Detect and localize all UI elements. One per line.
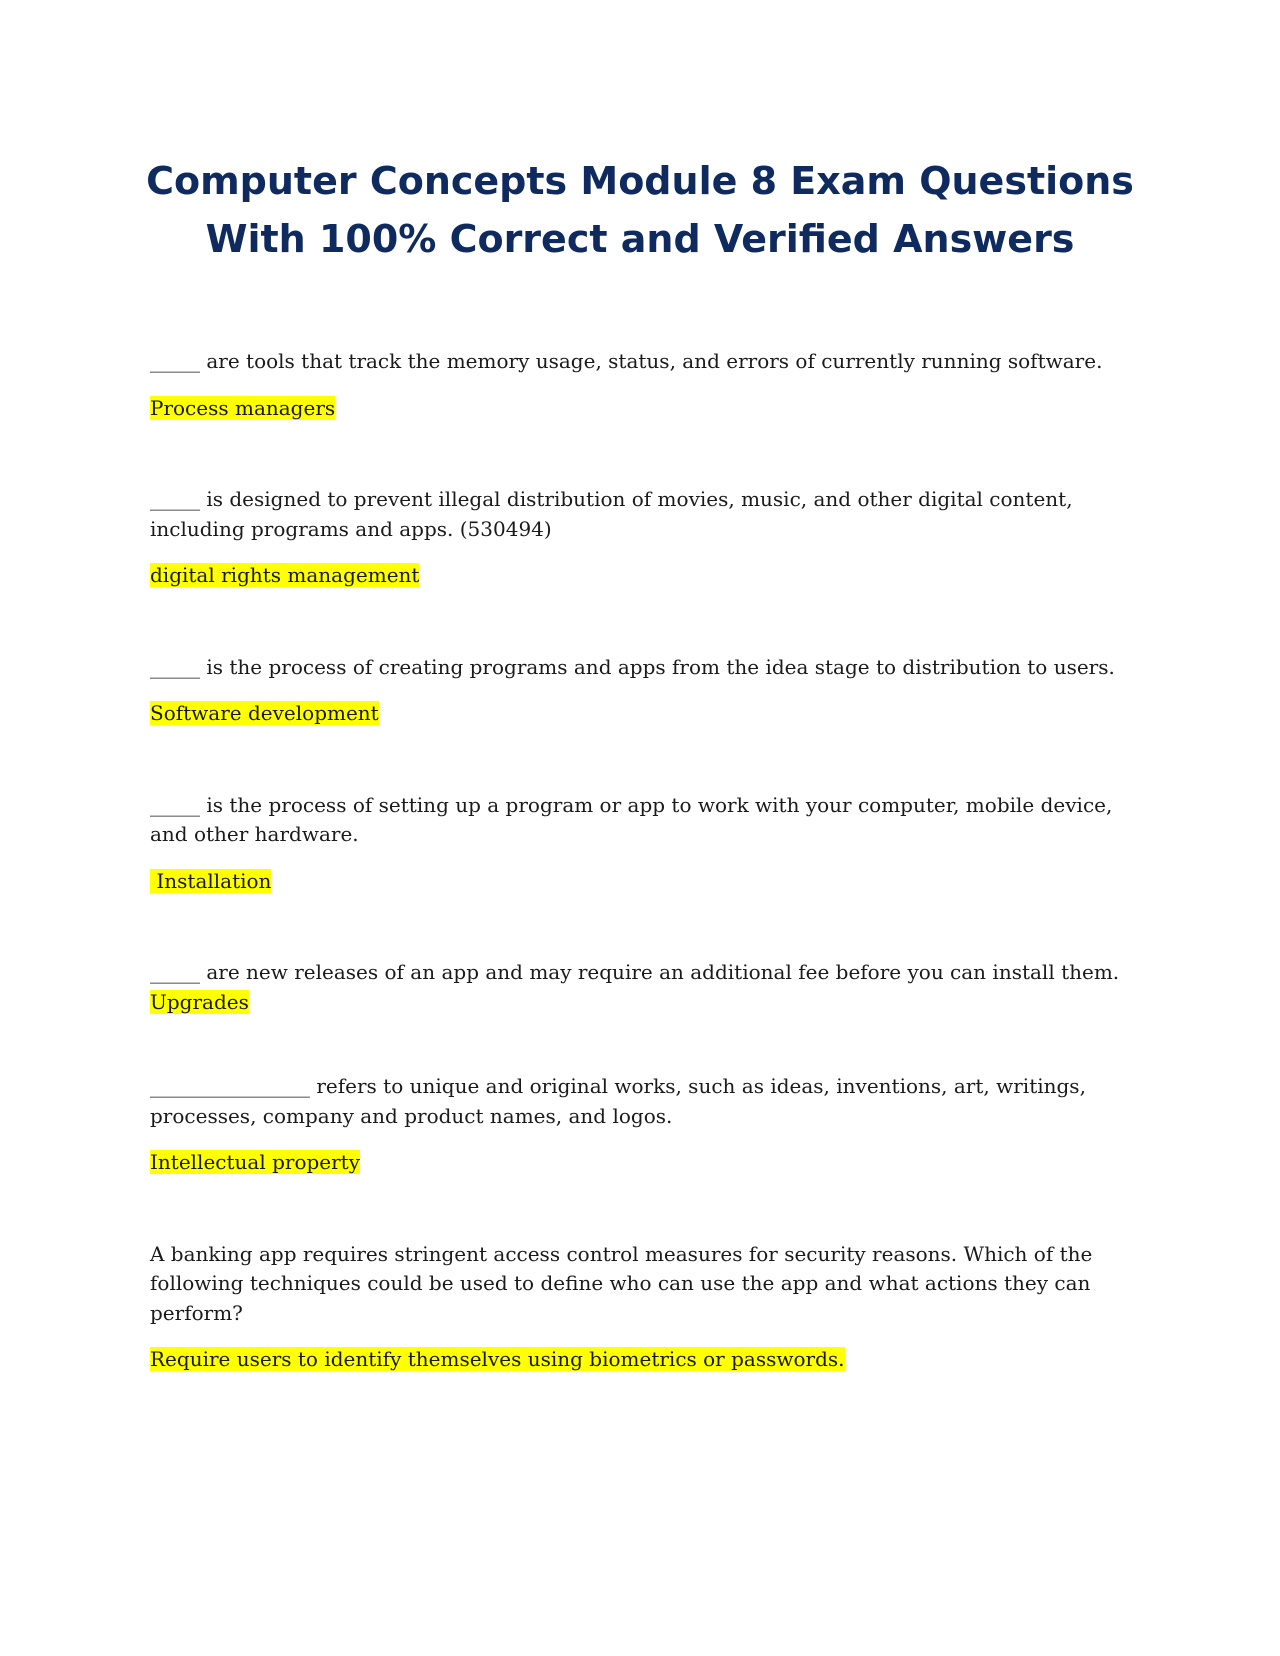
question-text: _____ are tools that track the memory usage, status, and errors of currently running software.	[150, 349, 1103, 373]
qa-list	[150, 347, 1140, 1375]
qa-item	[150, 485, 1140, 591]
answer	[150, 988, 1140, 1018]
title-line-1: Computer Concepts Module 8 Exam Questions	[146, 159, 1134, 203]
qa-item	[150, 1240, 1140, 1375]
answer-highlight: Installation	[150, 868, 272, 893]
question-text: _____ are new releases of an app and may require an additional fee before you can install them.	[150, 960, 1120, 984]
question-text: A banking app requires stringent access control measures for security reasons. Which of the following techniques could be used to define who can use the app and what actions they can perform?	[150, 1241, 1093, 1325]
answer-highlight: Require users to identify themselves using biometrics or passwords.	[150, 1347, 845, 1371]
answer-highlight: Intellectual property	[150, 1150, 361, 1174]
answer-highlight: Process managers	[150, 395, 336, 420]
qa-item	[150, 1072, 1140, 1178]
question-text: ________________ refers to unique and original works, such as ideas, inventions, art, writings, processes, company and product names, and logos.	[150, 1074, 1086, 1128]
answer-highlight: Software development	[150, 701, 379, 725]
answer	[150, 867, 1140, 897]
question-text: _____ is the process of creating programs and apps from the idea stage to distribution to users.	[150, 654, 1115, 679]
qa-item	[150, 958, 1140, 1017]
answer-highlight: Upgrades	[150, 989, 249, 1014]
document-title	[100, 152, 1180, 268]
answer	[150, 699, 1140, 729]
qa-item	[150, 791, 1140, 897]
question-text: _____ is designed to prevent illegal distribution of movies, music, and other digital content, including programs and apps. (530494)	[150, 487, 1073, 541]
answer-highlight: digital rights management	[150, 563, 420, 587]
question-text: _____ is the process of setting up a program or app to work with your computer, mobile device, and other hardware.	[150, 792, 1113, 846]
answer	[150, 394, 1140, 424]
qa-item	[150, 347, 1140, 423]
qa-item	[150, 653, 1140, 729]
answer	[150, 561, 1140, 591]
answer	[150, 1345, 1140, 1375]
title-line-2: With 100% Correct and Verified Answers	[205, 217, 1075, 261]
answer	[150, 1148, 1140, 1178]
